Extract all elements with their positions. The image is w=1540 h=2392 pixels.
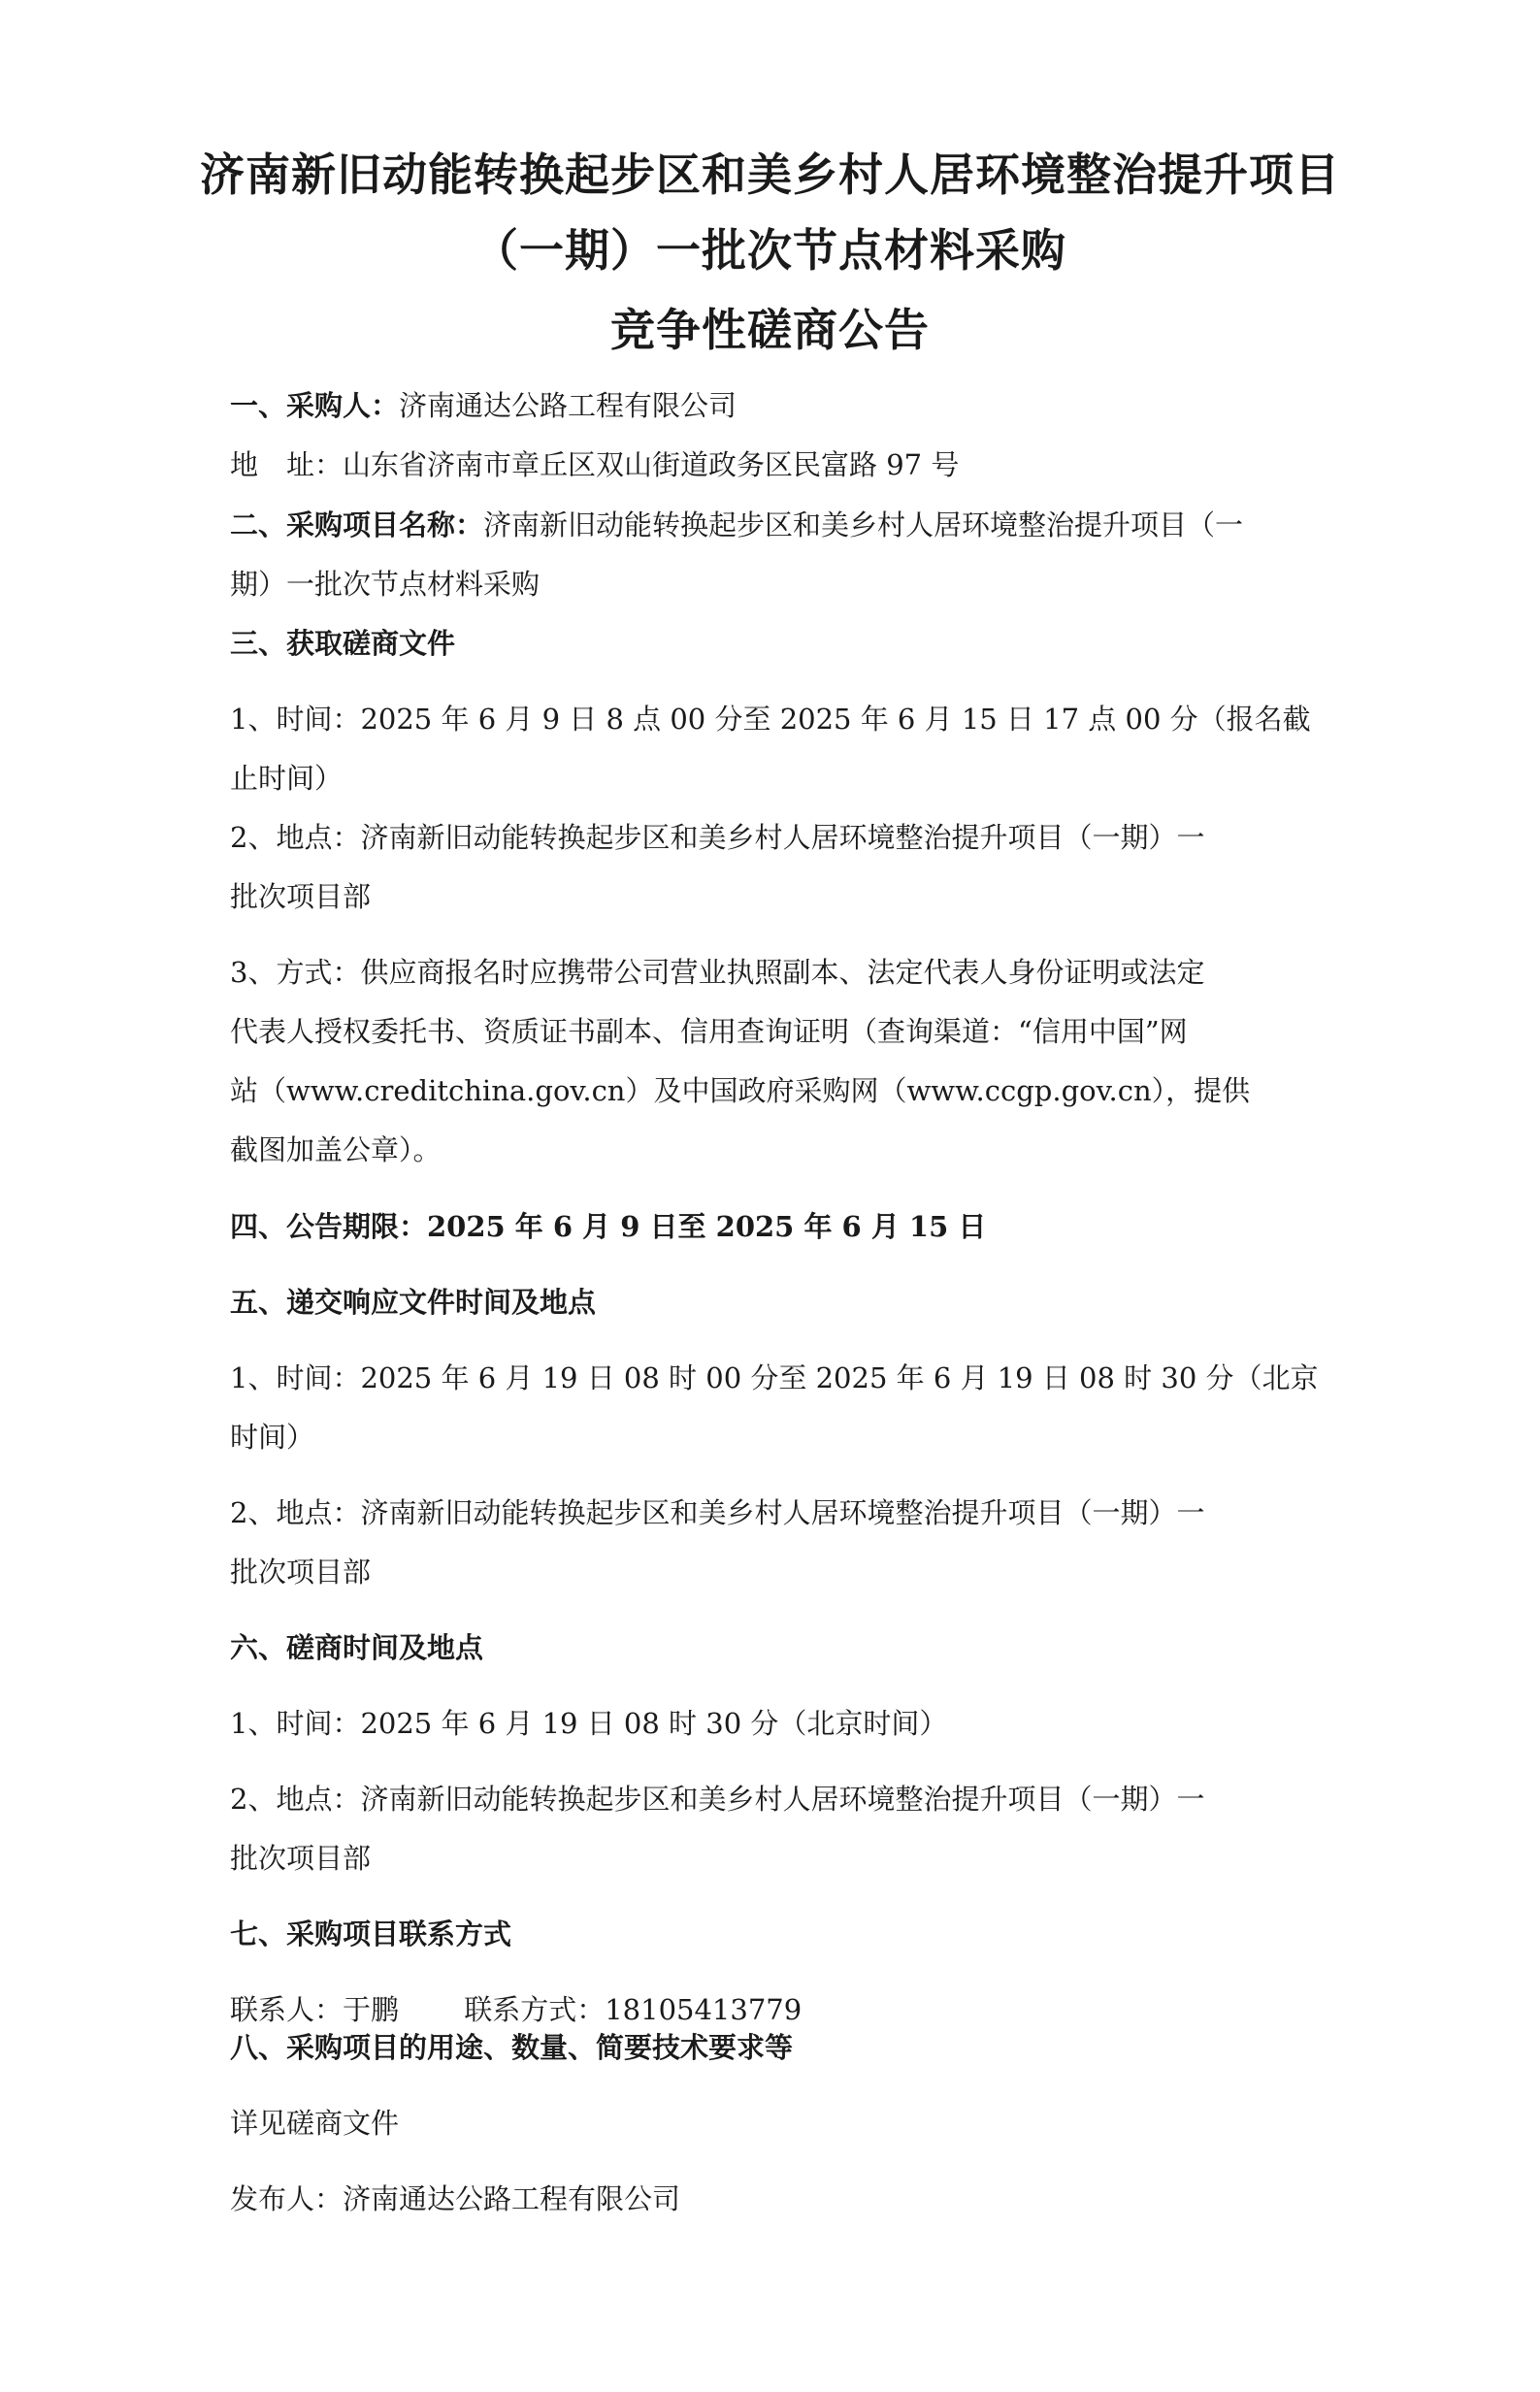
section-consultation-heading: 六、磋商时间及地点 <box>230 1631 484 1664</box>
submission-place-line-2: 批次项目部 <box>230 1556 372 1589</box>
section-submission-heading: 五、递交响应文件时间及地点 <box>230 1286 597 1319</box>
section-notice-period: 四、公告期限：2025 年 6 月 9 日至 2025 年 6 月 15 日 <box>230 1210 987 1243</box>
obtain-method-line-1: 3、方式：供应商报名时应携带公司营业执照副本、法定代表人身份证明或法定 <box>230 956 1205 989</box>
consultation-place-line-2: 批次项目部 <box>230 1842 372 1875</box>
section-obtain-docs-heading: 三、获取磋商文件 <box>230 627 456 660</box>
obtain-method-line-4: 截图加盖公章）。 <box>230 1133 442 1166</box>
obtain-method-line-2: 代表人授权委托书、资质证书副本、信用查询证明（查询渠道：“信用中国”网 <box>230 1015 1188 1048</box>
obtain-place-line-2: 批次项目部 <box>230 880 372 913</box>
document-title-line-2: （一期）一批次节点材料采购 <box>474 224 1066 277</box>
address-line: 地 址：山东省济南市章丘区双山街道政务区民富路 97 号 <box>230 448 960 481</box>
document-title-line-1: 济南新旧动能转换起步区和美乡村人居环境整治提升项目 <box>200 148 1340 201</box>
section-purchaser-heading: 一、采购人： <box>230 389 400 422</box>
section-requirements-heading: 八、采购项目的用途、数量、简要技术要求等 <box>230 2031 794 2064</box>
submission-time-line-1: 1、时间：2025 年 6 月 19 日 08 时 00 分至 2025 年 6 月 19 日 08 时 30 分（北京 <box>230 1361 1319 1394</box>
obtain-time-line-1: 1、时间：2025 年 6 月 9 日 8 点 00 分至 2025 年 6 月 15 日 17 点 00 分（报名截 <box>230 703 1311 736</box>
obtain-method-line-3: 站（www.creditchina.gov.cn）及中国政府采购网（www.ccgp.gov.cn），提供 <box>230 1074 1251 1107</box>
section-project-name-value: 济南新旧动能转换起步区和美乡村人居环境整治提升项目（一 <box>483 508 1244 541</box>
requirements-value: 详见磋商文件 <box>230 2107 400 2140</box>
submission-time-line-2: 时间） <box>230 1421 315 1454</box>
consultation-place-line-1: 2、地点：济南新旧动能转换起步区和美乡村人居环境整治提升项目（一期）一 <box>230 1783 1205 1816</box>
document-title-line-3: 竞争性磋商公告 <box>610 304 930 356</box>
contact-info: 联系人：于鹏 联系方式：18105413779 <box>230 1993 803 2026</box>
section-project-name-cont: 期）一批次节点材料采购 <box>230 568 541 601</box>
publisher-line: 发布人：济南通达公路工程有限公司 <box>230 2182 681 2215</box>
section-purchaser-value: 济南通达公路工程有限公司 <box>399 389 737 422</box>
section-purchaser <box>230 386 1317 425</box>
obtain-time-line-2: 止时间） <box>230 762 344 795</box>
obtain-place-line-1: 2、地点：济南新旧动能转换起步区和美乡村人居环境整治提升项目（一期）一 <box>230 821 1205 854</box>
section-project-name-heading: 二、采购项目名称： <box>230 508 484 541</box>
consultation-time: 1、时间：2025 年 6 月 19 日 08 时 30 分（北京时间） <box>230 1707 948 1740</box>
submission-place-line-1: 2、地点：济南新旧动能转换起步区和美乡村人居环境整治提升项目（一期）一 <box>230 1496 1205 1529</box>
section-project-name <box>230 506 1317 544</box>
section-contact-heading: 七、采购项目联系方式 <box>230 1917 512 1950</box>
